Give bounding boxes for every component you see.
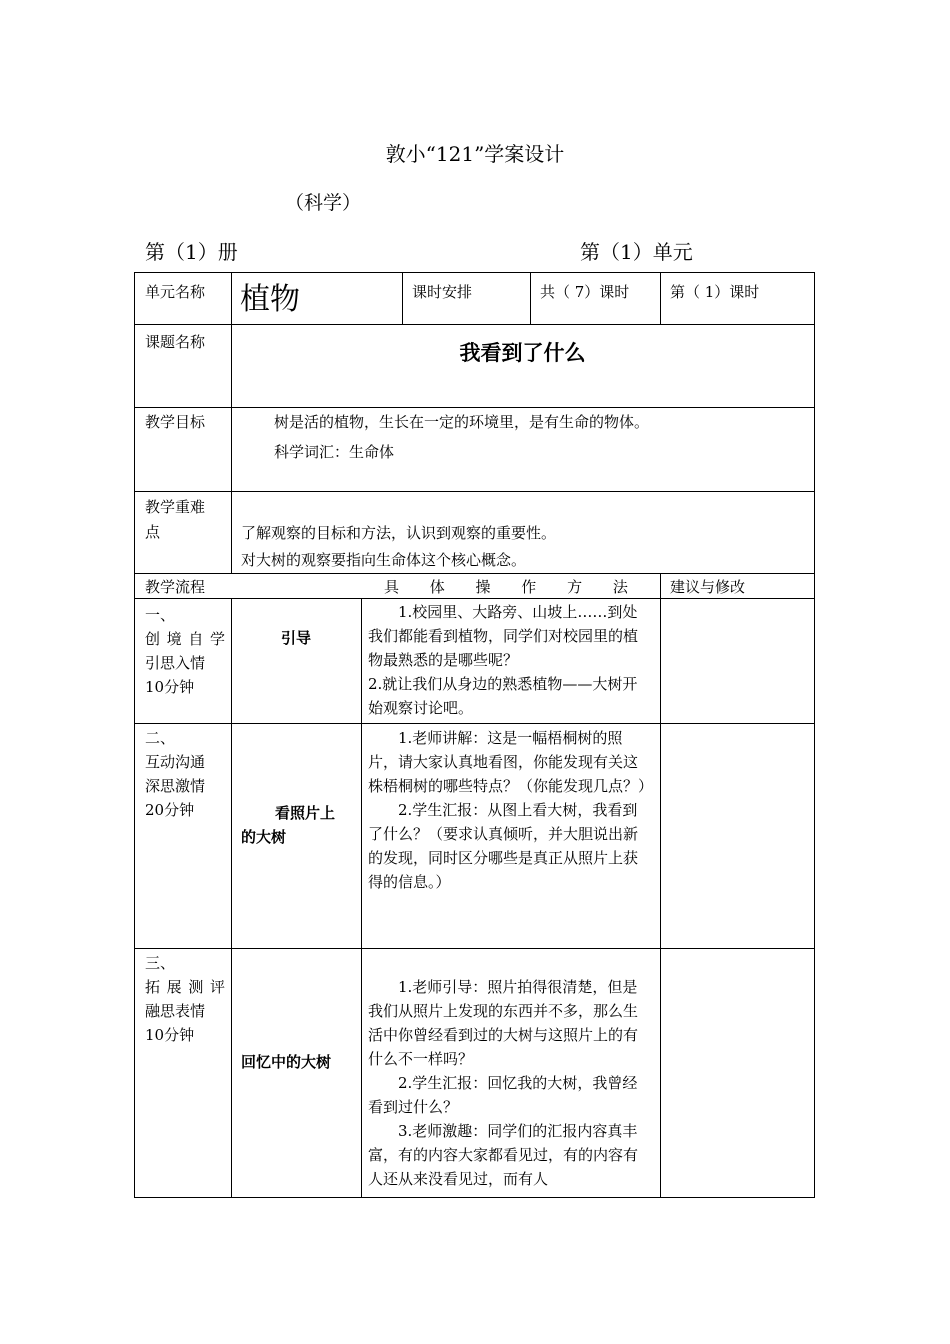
- col-divider: [361, 598, 362, 1198]
- total-hours: 共（ 7）课时: [540, 283, 630, 301]
- goal-line: 科学词汇：生命体: [274, 443, 395, 461]
- key-point-line: 对大树的观察要指向生命体这个核心概念。: [241, 551, 527, 569]
- goal-line: 树是活的植物，生长在一定的环境里，是有生命的物体。: [274, 413, 650, 431]
- row-divider: [134, 948, 815, 949]
- table-border-left: [134, 272, 135, 1198]
- stage-2-label: 二、 互动沟通 深思激情 20分钟: [145, 729, 206, 819]
- step-2-title: 看照片上 的大树: [241, 804, 336, 846]
- col-divider: [530, 272, 531, 324]
- unit-name-label: 单元名称: [145, 283, 206, 301]
- step-2-method: 1.老师讲解：这是一幅梧桐树的照片，请大家认真地看图，你能发现有关这株梧桐树的哪些特点？（你能发现几点？） 2.学生汇报：从图上看大树，我看到了什么？（要求认真倾听，并大胆说出新的发现，同时区分哪些是真正从照片上获得的信息。）: [368, 729, 654, 891]
- lesson-title: 我看到了什么: [459, 341, 586, 365]
- key-point-line: 了解观察的目标和方法，认识到观察的重要性。: [241, 524, 557, 542]
- unit-name-value: 植物: [240, 282, 300, 317]
- page-title: 敦小“121”学案设计: [385, 142, 565, 166]
- col-divider: [231, 272, 232, 573]
- key-points-label-cont: 点: [145, 523, 161, 541]
- unit-label: 第（1）单元: [580, 240, 693, 264]
- col-divider: [660, 272, 661, 324]
- row-divider: [134, 407, 815, 408]
- key-points-label: 教学重难: [145, 498, 206, 516]
- step-3-method: 1.老师引导：照片拍得很清楚，但是我们从照片上发现的东西并不多，那么生活中你曾经看到过的大树与这照片上的有什么不一样吗？ 2.学生汇报：回忆我的大树，我曾经看到过什么？ 3.老师激趣：同学们的汇报内容真丰富，有的内容大家都看见过，有的内容有人还从来没看见过，而有人: [368, 978, 639, 1188]
- goals-label: 教学目标: [145, 413, 206, 431]
- topic-label: 课题名称: [145, 333, 206, 351]
- col-divider: [402, 272, 403, 324]
- schedule-label: 课时安排: [412, 283, 473, 301]
- step-1-method: 1.校园里、大路旁、山坡上……到处我们都能看到植物，同学们对校园里的植物最熟悉的是哪些呢？ 2.就让我们从身边的熟悉植物——大树开始观察讨论吧。: [368, 603, 639, 717]
- process-label: 教学流程: [145, 578, 206, 596]
- row-divider: [134, 573, 815, 574]
- step-3-title: 回忆中的大树: [241, 1053, 332, 1071]
- col-divider: [231, 598, 232, 1198]
- table-border-top: [134, 272, 815, 273]
- subject-label: （科学）: [285, 192, 362, 214]
- current-hour: 第（ 1）课时: [670, 283, 760, 301]
- method-header: 具 体 操 作 方 法: [384, 578, 641, 596]
- row-divider: [134, 324, 815, 325]
- table-border-bottom: [134, 1197, 815, 1198]
- stage-3-label: 三、 拓展测评 融思表情 10分钟: [145, 954, 225, 1044]
- col-divider: [660, 573, 661, 1198]
- step-1-title: 引导: [280, 629, 311, 647]
- stage-1-label: 一、 创境自学 引思入情 10分钟: [145, 606, 225, 696]
- row-divider: [134, 723, 815, 724]
- volume-label: 第（1）册: [145, 240, 238, 264]
- table-border-right: [814, 272, 815, 1198]
- suggestion-header: 建议与修改: [670, 578, 746, 596]
- row-divider: [134, 491, 815, 492]
